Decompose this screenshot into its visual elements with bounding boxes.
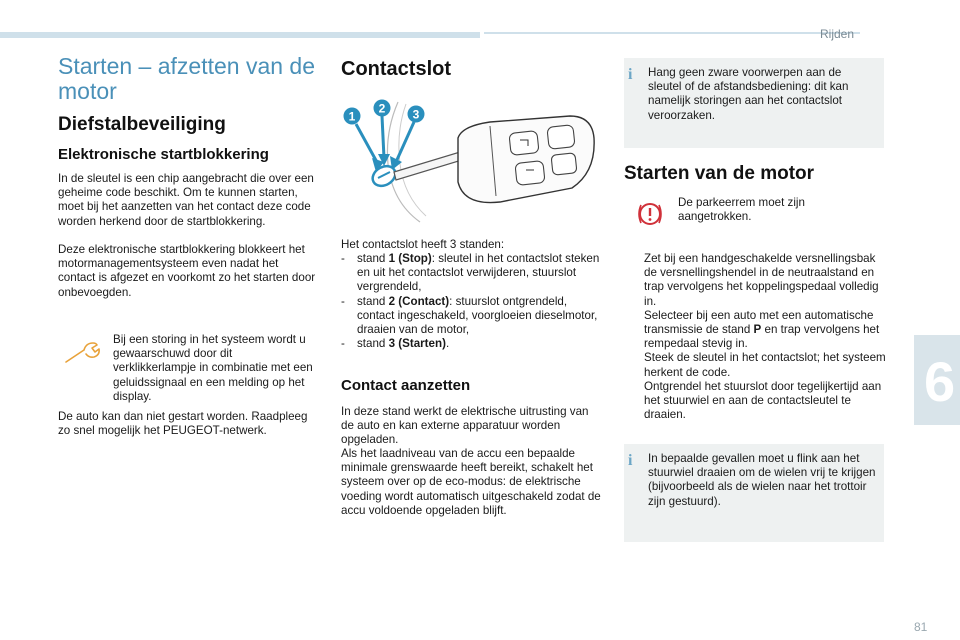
heading-contactslot: Contactslot	[341, 58, 451, 80]
position-marker-2	[374, 100, 391, 117]
info-box-sleutel	[624, 58, 884, 148]
info-box-stuurwiel	[624, 444, 884, 542]
chapter-tab	[914, 335, 960, 425]
step-handgeschakeld: Zet bij een handgeschakelde versnellingsbak de versnellingshendel in de neutraalstand en trap vervolgens het koppelingspedaal volledig in.	[644, 252, 879, 308]
warning-parkeerrem: De parkeerrem moet zijn aangetrokken.	[678, 196, 805, 224]
position-2: - stand 2 (Contact): stuurslot ontgrendeld, contact ingeschakeld, voorgloeien dieselmotor, draaien van de motor,	[341, 294, 598, 337]
note-storing: Bij een storing in het systeem wordt u gewaarschuwd door dit verklikkerlampje in combinatie met een geluidssignaal en een melding op het display.	[113, 333, 313, 403]
paragraph-eco-modus: Als het laadniveau van de accu een bepaalde minimale grenswaarde heeft bereikt, schakelt het systeem over op de eco-modus: de elektrische voeding wordt automatisch uitgeschakeld zodat de accu voldoende opgeladen blijft.	[341, 447, 601, 517]
step-sleutel: Steek de sleutel in het contactslot; het systeem herkent de code.	[644, 351, 886, 379]
position-marker-3	[408, 106, 425, 123]
chapter-number: 6	[924, 350, 956, 413]
heading-startblokkering: Elektronische startblokkering	[58, 146, 269, 163]
header-bar-right	[484, 32, 860, 34]
page-number: 81	[914, 620, 928, 634]
step-automatisch: Selecteer bij een auto met een automatische transmissie de stand P en trap vervolgens het rempedaal stevig in.	[644, 308, 880, 351]
page-title: Starten – afzetten van de motor	[58, 53, 316, 104]
info-icon: i	[628, 66, 633, 83]
wrench-icon	[62, 340, 102, 366]
key-ignition-figure	[340, 92, 600, 232]
paragraph-peugeot: De auto kan dan niet gestart worden. Raadpleeg zo snel mogelijk het PEUGEOT-netwerk.	[58, 410, 308, 438]
info-sleutel-text: Hang geen zware voorwerpen aan de sleutel of de afstandsbediening: dit kan namelijk storingen aan het contactslot veroorzaken.	[648, 66, 849, 122]
step-stuurslot: Ontgrendel het stuurslot door tegelijkertijd aan het stuurwiel en aan de contactsleutel te draaien.	[644, 379, 882, 422]
warning-circle-icon	[636, 200, 664, 228]
heading-contact-aanzetten: Contact aanzetten	[341, 377, 471, 394]
svg-text:1: 1	[348, 109, 356, 124]
info-stuurwiel-text: In bepaalde gevallen moet u flink aan het stuurwiel draaien om de wielen vrij te krijgen (bijvoorbeeld als de wielen naar het trottoir zijn gestuurd).	[648, 452, 876, 508]
heading-starten: Starten van de motor	[624, 163, 815, 184]
position-3: - stand 3 (Starten).	[341, 337, 450, 351]
heading-diefstalbeveiliging: Diefstalbeveiliging	[58, 114, 226, 135]
svg-text:3: 3	[412, 107, 420, 122]
paragraph-blokkeert: Deze elektronische startblokkering blokkeert het motormanagementsysteem even nadat het contact is afgezet en voorkomt zo het starten door onbevoegden.	[58, 243, 316, 299]
svg-text:2: 2	[378, 101, 386, 116]
position-marker-1	[344, 108, 361, 125]
section-label: Rijden	[820, 27, 855, 41]
paragraph-uitrusting: In deze stand werkt de elektrische uitrusting van de auto en kan externe apparatuur worden opgeladen.	[341, 405, 589, 447]
start-steps	[622, 252, 886, 422]
info-icon: i	[628, 452, 633, 469]
header-bar-left	[0, 32, 480, 38]
position-1: - stand 1 (Stop): sleutel in het contactslot steken en uit het contactslot verwijderen, stuurslot vergrendeld,	[341, 252, 600, 294]
contactslot-positions	[335, 252, 601, 351]
paragraph-chip: In de sleutel is een chip aangebracht die over een geheime code beschikt. Om te kunnen starten, moet bij het aanzetten van het contact deze code worden herkend door de startblokkering.	[58, 172, 314, 228]
contactslot-intro: Het contactslot heeft 3 standen:	[341, 238, 505, 251]
